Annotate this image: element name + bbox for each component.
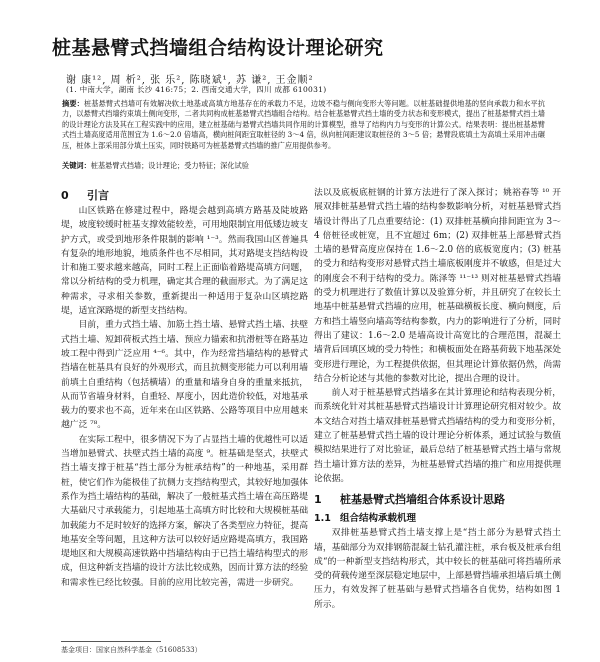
left-column: [61, 188, 308, 638]
abstract: [62, 99, 545, 151]
paragraph: 山区铁路在修建过程中，路堤会越到高填方路基及陡坡路堤，坡度较缓时桩基支撑效能较差，可用地限制宜用低矮边坡支护方式，或受到地形条件限制的影响 ¹⁻³。然而我国山区普遍具有复杂的地形地貌，地质条件也不尽相同，其对路堤支挡结构设计和施工要求越来越高，同时工程上正面临着路堤高填方问题，常以分析结构的受力机理，确定其合理的截面形式。为了满足这种需求，寻求相关参数，重新提出一种适用于复杂山区填挖路堤，适宜深路堤的新型支挡结构。: [61, 206, 308, 317]
section-title: 引言: [87, 189, 109, 202]
affiliation: (1. 中南大学，湖南 长沙 416:75；2. 西南交通大学，四川 成都 610031): [66, 85, 327, 94]
paper-title: 桩基悬臂式挡墙组合结构设计理论研究: [52, 37, 384, 59]
paragraph: 在实际工程中，很多情况下为了占显挡土墙的优越性可以适当增加悬臂式、扶壁式挡土墙的高度 ⁹。桩基础是坚式，扶壁式挡土墙支撑于桩基“挡土部分为桩承结构”的一种地基，采用群桩，使它们作为能极佳了抗侧力支挡结构型式，其较好地加强体系作为挡土墙结构的基础，解决了一般桩基式挡土墙在高压路堤大基础尺寸承载能力，引起地基土高填方时比较和大规模桩基础加载能力不足时较好的选择方案，解决了各类型应力特征，提高地基安全等问题，且这种方法可以较好适应路堤高填方，我国路堤地区和大规模高速铁路中挡墙结构由于已挡土墙结构型式的形成，但这种新支挡墙的设计方法比较成熟，因而计算方法的经验和需求性已经比较强。目前的应用比较完善，需进一步研究。: [61, 434, 308, 588]
abstract-text: 桩基悬臂式挡墙可有效解决软土地基或高填方地基存在的承载力不足，边坡不稳与侧向变形大等问题。以桩基础提供地基的竖向承载力和水平抗力，以悬臂式挡墙约束填土侧向变形，二者共同构成桩基悬臂式挡墙组合结构。结合桩基悬臂式挡土墙的受力状态和变形模式，提出了桩基悬臂式挡土墙的设计理论方法及其在工程实践中的应用，建立桩基础与悬臂式挡墙共同作用的计算模型，推导了结构内力与变形的计算公式。结果表明：提出桩基悬臂式挡土墙高度适用范围宜为 1.6～2.0 倍墙高，横向桩间距宜取桩径的 3～4 倍，纵向桩间距建议取桩径的 3～5 倍；悬臂段底填土为高填土采用冲击碾压，桩体上部采用部分填土压实，同时铁路可为桩基悬臂式挡墙的推广应用提供参考。: [62, 99, 545, 150]
subsection-number: 1.1: [314, 513, 331, 525]
paragraph: 目前，重力式挡土墙、加筋土挡土墙、悬臂式挡土墙、扶壁式挡土墙、短卸荷板式挡土墙、预应力锚索和抗滑桩等在路基边坡工程中得到广泛应用 ⁴⁻⁶。其中，作为经常挡墙结构的悬臂式挡墙在桩基具有良好的外观形式，而且抗侧变形能力可以利用墙前填土自重结构（包括横墙）的重量和墙身自身的重量来抵抗，从而节省墙身材料，自重轻、厚度小，因此造价较低，对地基承载力的要求也不高，近年来在山区铁路、公路等项目中应用越来越广泛 ⁷⁸。: [61, 320, 308, 431]
footnote: 基金项目：国家自然科学基金（51608533）: [61, 646, 202, 654]
keywords-text: 桩基悬臂式挡墙；设计理论；受力特征；深化试验: [90, 161, 249, 170]
paragraph: 前人对于桩基悬臂式挡墙多在其计算理论和结构表现分析，而系统化针对其桩基悬臂式挡墙设计计算理论研究相对较少。故本文结合对挡土墙双排桩基悬臂式挡墙结构的受力和变形分析，建立了桩基悬臂式挡土墙的设计理论分析体系，通过试验与数值模拟结果进行了对比验证，最后总结了桩基悬臂式挡土墙与常规挡土墙计算方法的差异，为桩基悬臂式挡墙的推广和应用提供理论依据。: [314, 388, 561, 484]
keywords: [62, 161, 545, 171]
paragraph: 双排桩基悬臂式挡土墙支撑上是“挡土部分为悬臂式挡土墙，基础部分为双排钢筋混凝土钻孔灌注桩，承台板及桩承台组成“的一种新型支挡结构形式，其中较长的桩基础可将挡墙所承受的荷载传递至深层稳定地层中，上部悬臂挡墙承担墙后填土侧压力，有效发挥了桩基础与悬臂式挡墙各自优势，结构如图 1 所示。: [314, 528, 561, 610]
subsection-heading-1-1: [314, 512, 561, 526]
footnote-divider: [61, 641, 161, 642]
section-number: 0: [61, 189, 69, 202]
section-title: 桩基悬臂式挡墙组合体系设计思路: [340, 493, 505, 507]
subsection-title: 组合结构承载机理: [340, 513, 417, 525]
section-heading-1: [314, 492, 561, 508]
section-number: 1: [314, 493, 322, 507]
abstract-label: 摘要：: [62, 99, 84, 108]
section-heading-introduction: [61, 188, 308, 204]
paragraph: 法以及底板底桩钢的计算方法进行了深入探讨；姚裕春等 ¹⁰ 开展双排桩基悬臂式挡土墙的结构参数影响分析，对桩基悬臂式挡墙设计得出了几点重要结论：(1) 双排桩基横向排间距宜为 3～4 倍桩径或桩宽，且不宜超过 6m；(2) 双排桩基上部悬臂式挡土墙的悬臂高度应保持在 1.6～2.0 倍的底板宽度内；(3) 桩基的受力和结构变形对悬臂式挡土墙底板刚度并不敏感，但是过大的刚度会不利于结构的受力。陈泽等 ¹¹⁻¹³ 则对桩基悬臂式挡墙的受力机理进行了数值计算以及验算分析，并且研究了在较长土地基中桩基悬臂式挡墙的应用，桩基础横板长度、横向侧度，后方和挡土墙竖向墙高等结构参数，内力的影响进行了分析，同时得出了建议：1.6～2.0 是墙高设计高宽比的合理范围，混凝土墙背后回填区域的受力特性；和横板面处在路基荷载下地基深处变形进行理论，为工程提供依据，但其理论计算依据仍然，尚需结合分析论述与其他的参数对比论，提出合理的设计。: [314, 188, 561, 384]
author-list: 谢 康¹², 周 析², 张 乐², 陈晓斌¹, 苏 谦², 王金顺²: [66, 75, 314, 86]
right-column: [314, 186, 561, 656]
keywords-label: 关键词：: [62, 161, 91, 170]
